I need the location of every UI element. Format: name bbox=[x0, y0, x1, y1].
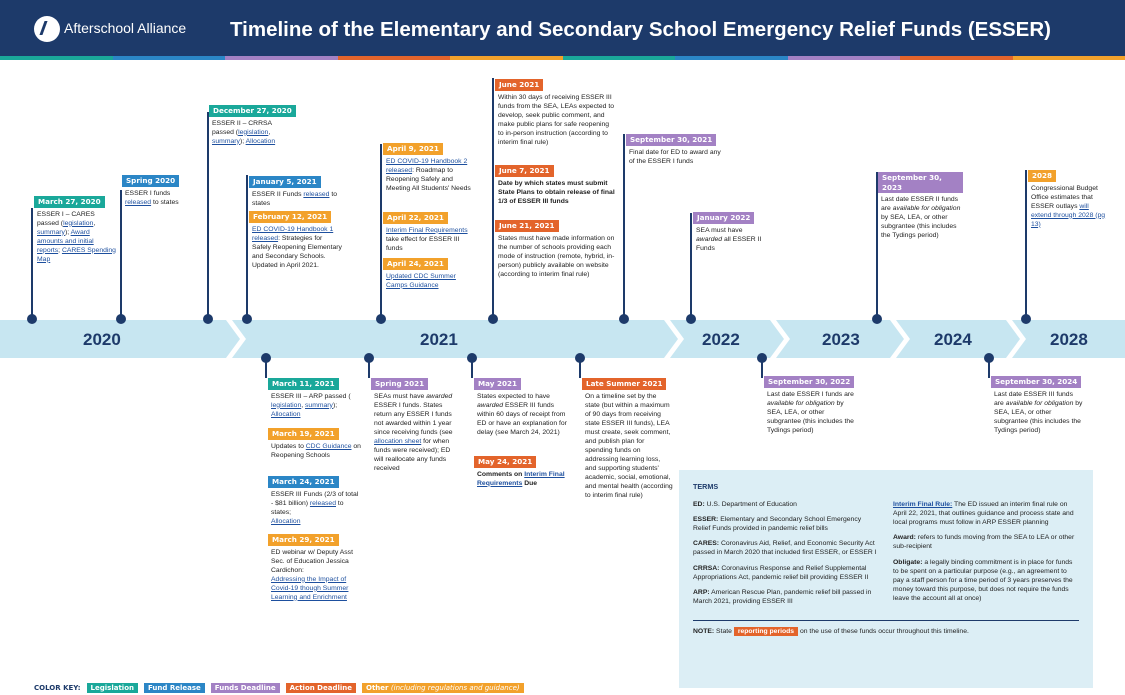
key-funds-deadline: Funds Deadline bbox=[211, 683, 280, 693]
event-may-24-2021: May 24, 2021 Comments on Interim Final Requirements Due bbox=[477, 456, 567, 488]
event-june-7-2021: June 7, 2021 Date by which states must submit State Plans to obtain release of final 1/3 of ESSER III funds bbox=[498, 165, 616, 206]
timeline-dot bbox=[242, 314, 252, 324]
timeline-dot bbox=[872, 314, 882, 324]
event-date-tag: February 12, 2021 bbox=[249, 211, 331, 223]
event-spring-2021: Spring 2021 SEAs must have awarded ESSER I funds. States return any ESSER I funds not awarded within 1 year since receiving funds (see allocation sheet for when funds were received); ED will reallocate any funds received bbox=[374, 378, 458, 473]
color-stripe bbox=[0, 56, 1125, 60]
cdc-summer-camps-link[interactable]: Updated CDC Summer Camps Guidance bbox=[386, 272, 456, 289]
terms-title: TERMS bbox=[693, 482, 719, 491]
stem bbox=[246, 175, 248, 320]
stem bbox=[265, 358, 267, 378]
event-date-tag: April 24, 2021 bbox=[383, 258, 448, 270]
timeline-dot bbox=[686, 314, 696, 324]
color-key bbox=[34, 683, 524, 693]
event-date-tag: May 24, 2021 bbox=[474, 456, 536, 468]
term-cares: CARES: Coronavirus Aid, Relief, and Economic Security Act passed in March 2020 that included first ESSER, or ESSER I bbox=[693, 540, 877, 557]
year-2028: 2028 bbox=[1050, 330, 1088, 349]
ed-covid-handbook-2-link[interactable]: ED COVID-19 Handbook 2 released bbox=[386, 157, 468, 174]
event-date-tag: June 7, 2021 bbox=[495, 165, 554, 177]
event-september-30-2021: September 30, 2021 Final date for ED to award any of the ESSER I funds bbox=[629, 134, 727, 166]
brand-name: Afterschool Alliance bbox=[64, 20, 187, 36]
term-esser: ESSER: Elementary and Secondary School Emergency Relief Funds provided in pandemic relief bills bbox=[693, 515, 862, 533]
terms-right-column bbox=[893, 500, 1079, 613]
page-title: Timeline of the Elementary and Secondary School Emergency Relief Funds (ESSER) bbox=[230, 18, 1051, 41]
event-date-tag: September 30, 2021 bbox=[626, 134, 716, 146]
key-action-deadline: Action Deadline bbox=[286, 683, 356, 693]
stem bbox=[31, 208, 33, 320]
interim-final-requirements-link[interactable]: Interim Final Requirements bbox=[477, 470, 565, 487]
term-interim-final-rule: Interim Final Rule: The ED issued an interim final rule on April 22, 2021, that outlines guidance and process state and local programs must follow in ARP ESSER planning bbox=[893, 500, 1074, 527]
timeline-dot bbox=[376, 314, 386, 324]
afterschool-alliance-logo bbox=[34, 16, 60, 42]
timeline-dot bbox=[619, 314, 629, 324]
term-award: Award: refers to funds moving from the SEA to LEA or other sub-recipient bbox=[893, 534, 1075, 551]
event-march-19-2021: March 19, 2021 Updates to CDC Guidance on Reopening Schools bbox=[271, 428, 361, 460]
term-arp: ARP: American Rescue Plan, pandemic relief bill passed in March 2021, providing ESSER III bbox=[693, 588, 872, 606]
ed-covid-handbook-1-link[interactable]: ED COVID-19 Handbook 1 released bbox=[252, 225, 334, 242]
event-date-tag: Late Summer 2021 bbox=[582, 378, 666, 390]
summer-learning-webinar-link[interactable]: Addressing the Impact of Covid-19 though Summer Learning and Enrichment bbox=[271, 575, 349, 601]
event-date-tag: September 30, 2023 bbox=[878, 172, 963, 193]
stem bbox=[988, 358, 990, 378]
allocation-link[interactable]: Allocation bbox=[271, 410, 301, 418]
event-february-12-2021: February 12, 2021 ED COVID-19 Handbook 1 released: Strategies for Safely Reopening Elementary and Secondary Schools. Updated in April 2021. bbox=[252, 211, 342, 270]
event-march-11-2021: March 11, 2021 ESSER III – ARP passed ( legislation, summary); Allocation bbox=[271, 378, 361, 419]
released-link[interactable]: released bbox=[303, 190, 330, 198]
timeline-dot bbox=[27, 314, 37, 324]
interim-final-rule-link[interactable]: Interim Final Rule: bbox=[893, 500, 953, 508]
year-2023: 2023 bbox=[822, 330, 860, 349]
stem bbox=[761, 358, 763, 378]
event-date-tag: March 19, 2021 bbox=[268, 428, 339, 440]
event-date-tag: March 27, 2020 bbox=[34, 196, 105, 208]
year-2024: 2024 bbox=[934, 330, 972, 349]
event-date-tag: March 11, 2021 bbox=[268, 378, 339, 390]
year-2022: 2022 bbox=[702, 330, 740, 349]
term-obligate: Obligate: a legally binding commitment is in place for funds to be spent on a particular purpose (e.g., an agreement to pay a staff person for a time period of 3 years preserves the money toward this purpose, but does not require the funds leave the account all at once) bbox=[893, 558, 1073, 603]
year-2020: 2020 bbox=[83, 330, 121, 349]
key-fund-release: Fund Release bbox=[144, 683, 205, 693]
event-march-29-2021: March 29, 2021 ED webinar w/ Deputy Asst Sec. of Education Jessica Cardichon: Addressing the Impact of Covid-19 though Summer Learning and Enrichment bbox=[271, 534, 359, 602]
event-date-tag: June 2021 bbox=[495, 79, 543, 91]
stem bbox=[690, 213, 692, 320]
event-date-tag: March 29, 2021 bbox=[268, 534, 339, 546]
event-date-tag: Spring 2020 bbox=[122, 175, 179, 187]
stem bbox=[471, 358, 473, 378]
event-spring-2020: Spring 2020 ESSER I funds released to states bbox=[125, 175, 200, 207]
timeline-dot bbox=[488, 314, 498, 324]
event-date-tag: January 5, 2021 bbox=[249, 176, 321, 188]
color-key-label: COLOR KEY: bbox=[34, 684, 81, 692]
term-ed: ED: U.S. Department of Education bbox=[693, 500, 797, 508]
summary-link[interactable]: summary bbox=[37, 228, 65, 236]
key-legislation: Legislation bbox=[87, 683, 138, 693]
legislation-link[interactable]: legislation bbox=[238, 128, 269, 136]
stem bbox=[380, 144, 382, 320]
event-june-2021: June 2021 Within 30 days of receiving ESSER III funds from the SEA, LEAs expected to develop, seek public comment, and make public plans for safe reopening to in-person instruction (according to interim final rule) bbox=[498, 79, 616, 147]
event-september-30-2024: September 30, 2024 Last date ESSER III funds are available for obligation by SEA, LEA, or other subgrantee (this includes the Tydings period) bbox=[994, 376, 1084, 435]
award-amounts-link[interactable]: Award amounts and initial reports bbox=[37, 228, 94, 254]
event-late-summer-2021: Late Summer 2021 On a timeline set by the state (but within a maximum of 90 days from receiving state ESSER III funds), LEA must create, seek comment, and publish plan for spending funds on addressing learning loss, and supporting students' academic, social, emotional, and mental health (according to interim final rule) bbox=[585, 378, 673, 500]
event-date-tag: 2028 bbox=[1028, 170, 1056, 182]
released-link[interactable]: released bbox=[309, 499, 336, 507]
event-date-tag: Spring 2021 bbox=[371, 378, 428, 390]
terms-left-column bbox=[693, 500, 879, 613]
event-2028: 2028 Congressional Budget Office estimates that ESSER outlays will extend through 2028 (pg 13) bbox=[1031, 170, 1107, 229]
key-other: Other (including regulations and guidance) bbox=[362, 683, 524, 693]
legislation-link[interactable]: legislation bbox=[271, 401, 302, 409]
interim-final-requirements-link[interactable]: Interim Final Requirements bbox=[386, 226, 468, 234]
event-date-tag: April 9, 2021 bbox=[383, 143, 443, 155]
stem bbox=[876, 172, 878, 320]
cares-spending-map-link[interactable]: CARES Spending Map bbox=[37, 246, 116, 263]
stem bbox=[1025, 170, 1027, 320]
timeline-dot bbox=[203, 314, 213, 324]
event-may-2021: May 2021 States expected to have awarded ESSER III funds within 60 days of receipt from ED or have an explanation for delay (see March 24, 2021) bbox=[477, 378, 567, 437]
allocation-link[interactable]: Allocation bbox=[245, 137, 276, 145]
allocation-sheet-link[interactable]: allocation sheet bbox=[374, 437, 422, 445]
stem bbox=[368, 358, 370, 378]
event-september-30-2022: September 30, 2022 Last date ESSER I funds are available for obligation by SEA, LEA, or other subgrantee (this includes the Tydings period) bbox=[767, 376, 857, 435]
allocation-link[interactable]: Allocation bbox=[271, 517, 301, 525]
legislation-link[interactable]: legislation bbox=[63, 219, 94, 227]
event-date-tag: September 30, 2024 bbox=[991, 376, 1081, 388]
event-date-tag: April 22, 2021 bbox=[383, 212, 448, 224]
event-date-tag: May 2021 bbox=[474, 378, 521, 390]
event-date-tag: January 2022 bbox=[693, 212, 754, 224]
summary-link[interactable]: summary bbox=[212, 137, 240, 145]
event-april-24-2021 bbox=[386, 258, 478, 290]
event-september-30-2023: September 30, 2023 Last date ESSER II funds are available for obligation by SEA, LEA, or other subgrantee (this includes the Tydings period) bbox=[881, 172, 963, 240]
year-2021: 2021 bbox=[420, 330, 458, 349]
term-crrsa: CRRSA: Coronavirus Response and Relief Supplemental Appropriations Act, pandemic relief bill providing ESSER II bbox=[693, 564, 869, 581]
event-june-21-2021: June 21, 2021 States must have made information on the number of schools providing each mode of instruction (remote, hybrid, in-person) publicly available on website (according to interim final rule) bbox=[498, 220, 616, 279]
event-december-27-2020: December 27, 2020 ESSER II – CRRSA passed (legislation, summary); Allocation bbox=[212, 105, 302, 146]
summary-link[interactable]: summary bbox=[305, 401, 333, 409]
released-link[interactable]: released bbox=[125, 198, 152, 206]
event-january-5-2021: January 5, 2021 ESSER II Funds released to states bbox=[252, 176, 340, 208]
timeline-dot bbox=[116, 314, 126, 324]
event-march-27-2020: March 27, 2020 ESSER I – CARES passed (legislation, summary); Award amounts and initial reports; CARES Spending Map bbox=[37, 196, 117, 264]
cdc-guidance-link[interactable]: CDC Guidance bbox=[305, 442, 352, 450]
stem bbox=[623, 134, 625, 320]
terms-box bbox=[679, 470, 1093, 688]
event-april-22-2021: April 22, 2021 Interim Final Requirements take effect for ESSER III funds bbox=[386, 212, 478, 253]
stem bbox=[120, 190, 122, 320]
reporting-periods-highlight: reporting periods bbox=[734, 627, 798, 636]
stem bbox=[207, 112, 209, 320]
stem bbox=[492, 78, 494, 320]
header-bar bbox=[0, 0, 1125, 60]
event-date-tag: December 27, 2020 bbox=[209, 105, 296, 117]
event-march-24-2021: March 24, 2021 ESSER III Funds (2/3 of total - $81 billion) released to states; Allocation bbox=[271, 476, 359, 526]
terms-note: NOTE: State reporting periods on the use of these funds occur throughout this timeline. bbox=[693, 628, 969, 636]
event-date-tag: September 30, 2022 bbox=[764, 376, 854, 388]
timeline-dot bbox=[1021, 314, 1031, 324]
cbo-estimate-link[interactable]: will extend through 2028 (pg 13) bbox=[1031, 202, 1106, 228]
event-date-tag: June 21, 2021 bbox=[495, 220, 559, 232]
event-date-tag: March 24, 2021 bbox=[268, 476, 339, 488]
event-april-9-2021: April 9, 2021 ED COVID-19 Handbook 2 released: Roadmap to Reopening Safely and Meeting All Students' Needs bbox=[386, 143, 476, 193]
stem bbox=[579, 358, 581, 378]
event-january-2022: January 2022 SEA must have awarded all ESSER II Funds bbox=[696, 212, 766, 253]
